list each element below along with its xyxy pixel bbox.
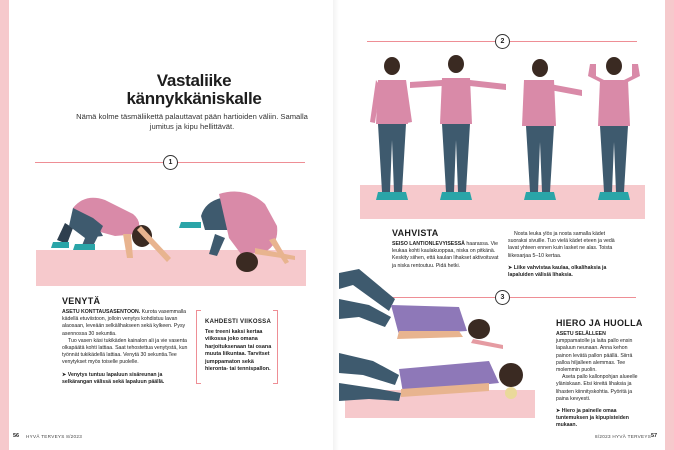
venyta-note: ➤ Venytys tuntuu lapaluun sisäreunan ja selkärangan välissä sekä lapaluun päällä.	[62, 371, 165, 385]
page-title	[84, 72, 304, 108]
box-text: Tee treeni kaksi kertaa viikossa joko omana harjoituksenaan tai osana muuta liikuntaa. Tarvitset jumppamaton sekä hieronta- tai tennispallon.	[205, 329, 272, 373]
left-edge-band	[0, 0, 9, 450]
right-page-number: 57	[651, 433, 658, 439]
vahvista-paragraph-2: Nosta leuka ylös ja nosta samalla kädet suoraksi sivuille. Tuo vielä kädet eteen ja vedä lavat yhteen ennen kuin lasket ne alas. Toista liikesarjaa 5–10 kertaa.	[508, 231, 615, 259]
bracket-right	[273, 310, 278, 384]
venyta-paragraph-1-text: Kurota vasemmalla kädellä etuviistoon, jolloin venytys kohdistuu lavan alaosaan, leveään selkälihakseen sekä kylkeen. Pysy asennossa 30 sekuntia.	[62, 309, 187, 337]
standing-figure-2	[410, 55, 506, 200]
intro-text: Nämä kolme täsmäliikettä palauttavat pään hartioiden väliin. Samalla jumitus ja kipu hellittävät.	[76, 112, 308, 131]
hiero-photos	[339, 265, 539, 415]
step-1-badge: 1	[163, 155, 178, 170]
vahvista-lead: SEISO LANTIONLEVYISESSÄ	[392, 241, 465, 247]
vahvista-photos	[360, 50, 650, 210]
hiero-note: ➤ Hiero ja paineile omaa tuntemuksen ja kipupisteiden mukaan.	[556, 408, 629, 429]
step-3-badge: 3	[495, 290, 510, 305]
hiero-body	[556, 331, 640, 430]
bracket-left	[196, 310, 201, 384]
standing-figure-4	[588, 57, 640, 200]
step-2-badge: 2	[495, 34, 510, 49]
venyta-photo-1	[45, 178, 195, 288]
venyta-body	[62, 309, 190, 386]
standing-figure-1	[370, 57, 412, 200]
box-title: KAHDESTI VIIKOSSA	[205, 319, 272, 325]
hiero-paragraph-1	[556, 331, 640, 374]
vahvista-heading: VAHVISTA	[392, 228, 439, 238]
title-line-1: Vastaliike	[156, 71, 232, 90]
hiero-paragraph-1-text: jumppamatolle ja laita pallo ensin lapaluun neunaan. Anna kehon painon levätä pallon päällä. Siirrä palloa hiljalleen alemmas. Tee molemmin puolin.	[556, 338, 633, 374]
venyta-paragraph-1	[62, 309, 190, 338]
venyta-lead: ASETU KONTTAUSASENTOON.	[62, 309, 141, 315]
hiero-paragraph-2: Aseta pallo kallonpohjan alueelle yläniskaan. Etsi kireitä lihaksia ja lihasten kiinnityskohtia. Pyöritä ja paina kevyesti.	[556, 374, 638, 402]
hiero-lead: ASETU SELÄLLEEN	[556, 331, 606, 337]
right-footer-label: 8/2023 HYVÄ TERVEYS	[595, 434, 652, 439]
left-footer-label: HYVÄ TERVEYS 8/2023	[26, 434, 83, 439]
vahvista-paragraph-1-text: haarassa. Vie leukaa kohti kaulakuoppaa, niska on pitkänä. Keskity siihen, että kaulan lihakset aktivoituvat ja niska rentoutuu. Pidä hetki.	[392, 241, 499, 269]
left-page-number: 56	[13, 433, 20, 439]
lying-figure-1	[339, 269, 503, 349]
lying-figure-2	[339, 353, 523, 401]
venyta-paragraph-2: Tuo vasen käsi tukikäden kainalon ali ja vie vasenta olkapäätä kohti lattiaa. Saat tehostettua venytystä, kun työnnät tukikädellä lattiaa. Venytä 30 sekuntia.Tee venytykset myös toiselle puolelle.	[62, 337, 188, 366]
right-edge-band	[665, 0, 674, 450]
venyta-photo-2	[175, 182, 310, 282]
standing-figure-3	[522, 59, 582, 200]
vahvista-note: ➤ Liike vahvistaa kaulaa, olkalihaksia ja lapaluiden välisiä lihaksia.	[508, 264, 607, 279]
title-line-2: kännykkäniskalle	[126, 89, 262, 108]
venyta-heading: VENYTÄ	[62, 296, 101, 306]
twice-a-week-box	[196, 310, 278, 384]
hiero-heading: HIERO JA HUOLLA	[556, 318, 643, 328]
